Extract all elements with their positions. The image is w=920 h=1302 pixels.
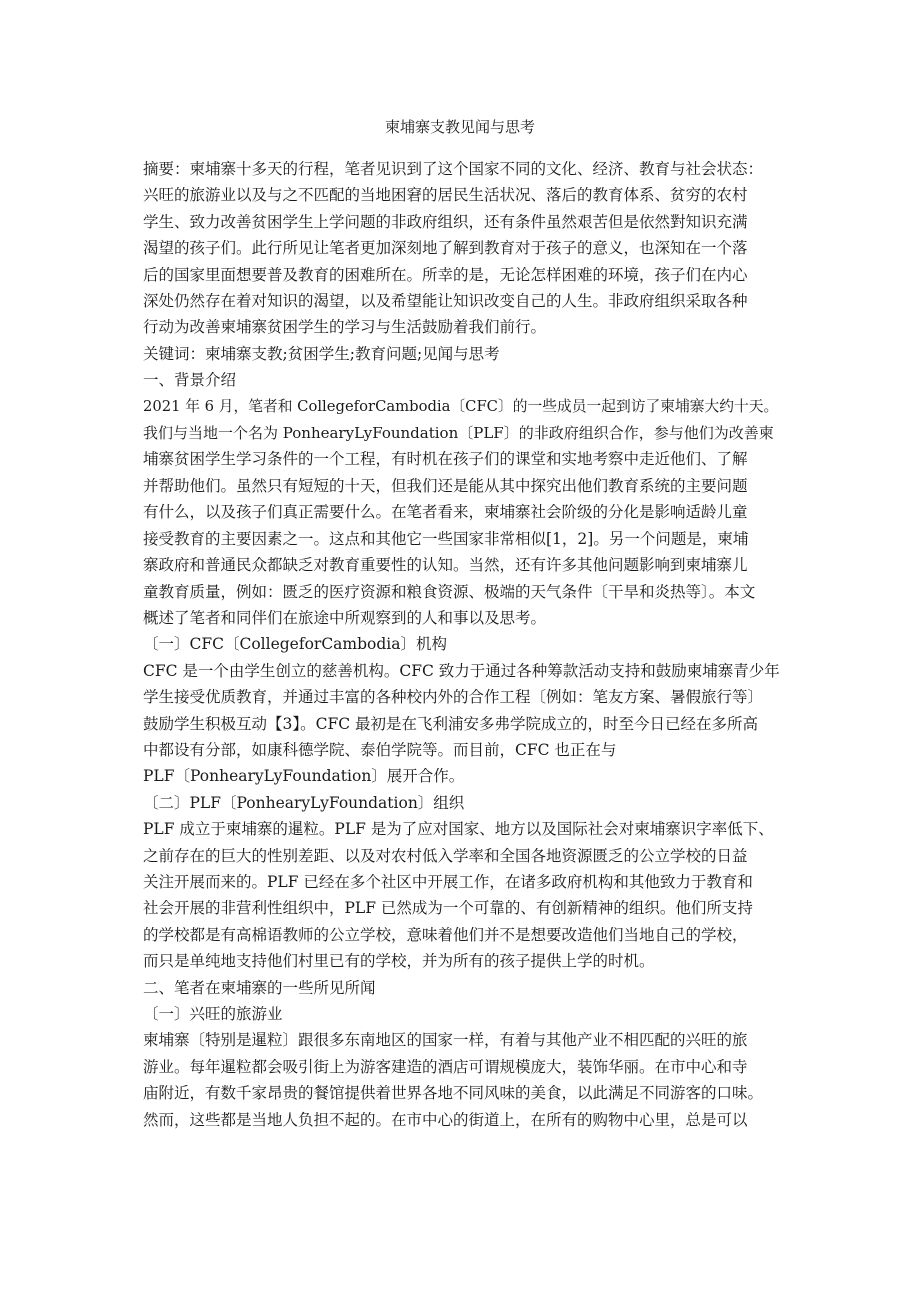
text-line: 埔寨贫困学生学习条件的一个工程，有时机在孩子们的课堂和实地考察中走近他们、了解 — [143, 450, 748, 469]
text-line: 之前存在的巨大的性别差距、以及对农村低入学率和全国各地资源匮乏的公立学校的日益 — [143, 846, 748, 865]
document-title: 柬埔寨支教见闻与思考 — [384, 118, 535, 136]
text-line: 柬埔寨〔特别是暹粒〕跟很多东南地区的国家一样，有着与其他产业不相匹配的兴旺的旅 — [143, 1031, 748, 1050]
text-line: 庙附近，有数千家昂贵的餐馆提供着世界各地不同风味的美食，以此满足不同游客的口味。 — [143, 1084, 764, 1103]
text-line: 深处仍然存在着对知识的渴望，以及希望能让知识改变自己的人生。非政府组织采取各种 — [143, 292, 748, 311]
text-line: 的学校都是有高棉语教师的公立学校，意味着他们并不是想要改造他们当地自己的学校， — [143, 925, 748, 944]
text-line: 兴旺的旅游业以及与之不匹配的当地困窘的居民生活状况、落后的教育体系、贫穷的农村 — [143, 186, 748, 205]
text-line: CFC 是一个由学生创立的慈善机构。CFC 致力于通过各种筹款活动支持和鼓励柬埔寨青少年 — [143, 661, 780, 680]
text-line: PLF 成立于柬埔寨的暹粒。PLF 是为了应对国家、地方以及国际社会对柬埔寨识字率低下、 — [143, 820, 774, 839]
text-line: 游业。每年暹粒都会吸引街上为游客建造的酒店可谓规模庞大，装饰华丽。在市中心和寺 — [143, 1057, 748, 1076]
text-line: 关键词：柬埔寨支教;贫困学生;教育问题;见闻与思考 — [143, 344, 500, 363]
text-line: 有什么，以及孩子们真正需要什么。在笔者看来，柬埔寨社会阶级的分化是影响适龄儿童 — [143, 503, 748, 522]
text-line: 我们与当地一个名为 PonhearyLyFoundation〔PLF〕的非政府组织合作，参与他们为改善柬 — [143, 424, 774, 443]
text-line: 学生、致力改善贫困学生上学问题的非政府组织，还有条件虽然艰苦但是依然對知识充满 — [143, 212, 748, 231]
text-line: 鼓励学生积极互动【3】。CFC 最初是在飞利浦安多弗学院成立的，时至今日已经在多所高 — [143, 714, 759, 733]
text-line: 学生接受优质教育，并通过丰富的各种校内外的合作工程〔例如：笔友方案、暑假旅行等〕 — [143, 688, 764, 707]
text-line: 关注开展而来的。PLF 已经在多个社区中开展工作，在诸多政府机构和其他致力于教育和 — [143, 872, 753, 891]
text-line: 然而，这些都是当地人负担不起的。在市中心的街道上，在所有的购物中心里，总是可以 — [143, 1110, 748, 1129]
text-line: 童教育质量，例如：匮乏的医疗资源和粮食资源、极端的天气条件〔干旱和炎热等〕。本文 — [143, 582, 756, 601]
text-line: PLF〔PonhearyLyFoundation〕展开合作。 — [143, 767, 465, 786]
text-line: 2021 年 6 月，笔者和 CollegeforCambodia〔CFC〕的一些成员一起到访了柬埔寨大约十天。 — [143, 397, 779, 415]
text-line: 〔二〕PLF〔PonhearyLyFoundation〕组织 — [143, 793, 465, 812]
text-line: 一、背景介绍 — [143, 371, 237, 390]
text-line: 寨政府和普通民众都缺乏对教育重要性的认知。当然，还有许多其他问题影响到柬埔寨儿 — [143, 556, 748, 575]
text-line: 二、笔者在柬埔寨的一些所见所闻 — [143, 978, 376, 997]
text-line: 渴望的孩子们。此行所见让笔者更加深刻地了解到教育对于孩子的意义，也深知在一个落 — [143, 239, 748, 258]
text-line: 后的国家里面想要普及教育的困难所在。所幸的是，无论怎样困难的环境，孩子们在内心 — [143, 265, 748, 284]
text-line: 摘要：柬埔寨十多天的行程，笔者见识到了这个国家不同的文化、经济、教育与社会状态： — [143, 160, 764, 178]
text-line: 社会开展的非营利性组织中，PLF 已然成为一个可靠的、有创新精神的组织。他们所支持 — [143, 899, 753, 918]
text-line: 接受教育的主要因素之一。这点和其他它一些国家非常相似[1，2]。另一个问题是，柬埔 — [143, 529, 749, 548]
text-line: 行动为改善柬埔寨贫困学生的学习与生活鼓励着我们前行。 — [143, 318, 547, 337]
text-line: 而只是单纯地支持他们村里已有的学校，并为所有的孩子提供上学的时机。 — [143, 952, 655, 971]
document-body — [143, 156, 783, 1133]
text-line: 〔一〕兴旺的旅游业 — [143, 1005, 283, 1023]
text-line: 并帮助他们。虽然只有短短的十天，但我们还是能从其中探究出他们教育系统的主要问题 — [143, 476, 748, 495]
text-line: 概述了笔者和同伴们在旅途中所观察到的人和事以及思考。 — [143, 608, 547, 627]
text-line: 中都设有分部，如康科德学院、泰伯学院等。而目前，CFC 也正在与 — [143, 740, 617, 759]
text-line: 〔一〕CFC〔CollegeforCambodia〕机构 — [143, 635, 447, 654]
